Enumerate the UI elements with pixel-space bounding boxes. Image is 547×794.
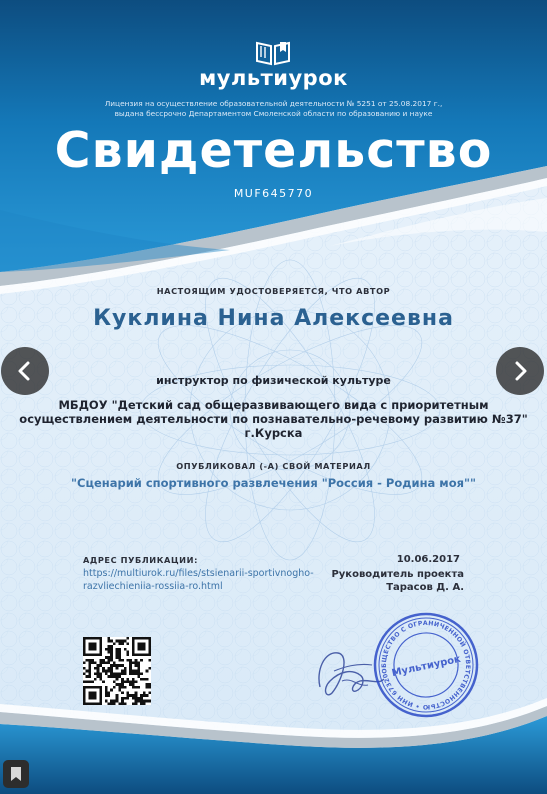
org-line: МБДОУ "Детский сад общеразвивающего вида с приоритетным xyxy=(58,398,489,412)
certificate-code: MUF645770 xyxy=(233,187,314,200)
next-page-button[interactable] xyxy=(496,347,544,395)
publication-link-line[interactable]: razvliechieniia-rossiia-ro.html xyxy=(83,581,223,592)
round-seal xyxy=(372,611,480,719)
chevron-left-icon xyxy=(1,347,49,395)
chevron-right-icon xyxy=(496,347,544,395)
material-title: "Сценарий спортивного развлечения "Россия - Родина моя"" xyxy=(71,476,476,490)
author-position: инструктор по физической культуре xyxy=(156,374,391,387)
organization xyxy=(0,398,547,440)
manager-block xyxy=(300,568,464,594)
manager-title: Руководитель проекта xyxy=(331,569,464,580)
org-line: осуществлением деятельности по познавательно-речевому развитию №37" xyxy=(19,412,528,426)
svg-text:Мультиурок: Мультиурок xyxy=(390,653,462,680)
issue-date: 10.06.2017 xyxy=(396,554,460,565)
previous-page-button[interactable] xyxy=(1,347,49,395)
bookmark-icon xyxy=(9,766,23,782)
org-line: г.Курска xyxy=(244,426,303,440)
license-text xyxy=(0,99,547,119)
license-line: выдана бессрочно Департаментом Смоленской области по образованию и науке xyxy=(114,109,433,118)
svg-text:ОБЩЕСТВО С ОГРАНИЧЕННОЙ ОТВЕТС: ОБЩЕСТВО С ОГРАНИЧЕННОЙ ОТВЕТСТВЕННОСТЬЮ • ИНН 6732047084 xyxy=(380,619,472,711)
address-label: АДРЕС ПУБЛИКАЦИИ: xyxy=(83,555,198,565)
open-book-icon xyxy=(255,40,291,66)
manager-name: Тарасов Д. А. xyxy=(386,582,464,593)
certify-text: НАСТОЯЩИМ УДОСТОВЕРЯЕТСЯ, ЧТО АВТОР xyxy=(156,286,391,296)
qr-code xyxy=(83,637,151,705)
author-name: Куклина Нина Алексеевна xyxy=(93,306,454,331)
publication-link-line[interactable]: https://multiurok.ru/files/stsienarii-sportivnogho- xyxy=(83,568,314,579)
certificate-title: Свидетельство xyxy=(54,122,493,179)
published-text: ОПУБЛИКОВАЛ (-А) СВОЙ МАТЕРИАЛ xyxy=(176,461,371,471)
logo-text: мультиурок xyxy=(199,66,348,90)
license-line: Лицензия на осуществление образовательной деятельности № 5251 от 25.08.2017 г., xyxy=(104,99,443,108)
bookmark-button[interactable] xyxy=(3,760,29,788)
